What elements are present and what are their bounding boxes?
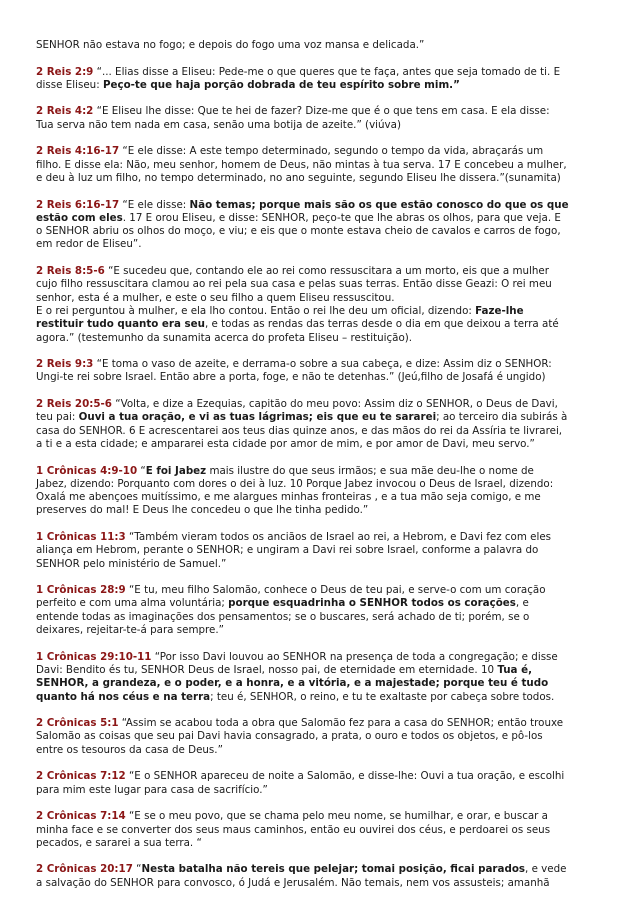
text-line <box>36 66 616 79</box>
verse-reference: 2 Reis 8:5-6 <box>36 265 105 278</box>
body-text: o SENHOR abriu os olhos do moço, e viu; e eis que o monte estava cheio de cavalos e carros de fogo, <box>36 225 561 238</box>
body-text: “E ele disse: <box>119 198 190 211</box>
text-line <box>36 411 616 424</box>
body-text: deixares, rejeitar-te-á para sempre.” <box>36 624 224 637</box>
body-text: “E se o meu povo, que se chama pelo meu nome, se humilhar, e orar, e buscar a <box>125 810 548 823</box>
text-line <box>36 358 616 371</box>
text-line <box>36 225 616 238</box>
text-line <box>36 691 616 704</box>
body-text: Jabez, dizendo: Porquanto com dores o dei à luz. 10 Porque Jabez invocou o Deus de Israel, dizendo: <box>36 477 554 490</box>
body-text: “Por isso Davi louvou ao SENHOR na presença de toda a congregação; e disse <box>151 650 558 663</box>
text-line <box>36 79 616 92</box>
body-text: , e <box>515 597 529 610</box>
body-text: teu pai: <box>36 411 79 424</box>
verse-paragraph <box>36 863 616 890</box>
verse-reference: 2 Reis 2:9 <box>36 65 94 78</box>
body-text: “ <box>132 863 142 876</box>
text-line <box>36 544 616 557</box>
text-line <box>36 119 616 132</box>
verse-paragraph <box>36 770 616 797</box>
text-line <box>36 744 616 757</box>
verse-paragraph <box>36 105 616 132</box>
body-text: aliança em Hebrom, perante o SENHOR; e ungiram a Davi rei sobre Israel, conforme a palavra do <box>36 544 539 557</box>
text-line <box>36 438 616 451</box>
verse-paragraph <box>36 398 616 451</box>
body-text: SENHOR pelo ministério de Samuel.” <box>36 557 227 570</box>
body-text: ; ao terceiro dia subirás à <box>436 411 568 424</box>
text-line <box>36 332 616 345</box>
verse-paragraph <box>36 265 616 345</box>
text-line <box>36 398 616 411</box>
bold-text: Faze-lhe <box>475 304 524 317</box>
body-text: preserves do mal! E Deus lhe concedeu o que lhe tinha pedido.” <box>36 504 369 517</box>
text-line <box>36 863 616 876</box>
text-line <box>36 292 616 305</box>
body-text: “... Elias disse a Eliseu: Pede-me o que queres que te faça, antes que seja tomado de ti. E <box>93 65 561 78</box>
body-text: “E tu, meu filho Salomão, conhece o Deus de teu pai, e serve-o com um coração <box>125 584 546 597</box>
text-line <box>36 265 616 278</box>
body-text: mais ilustre do que seus irmãos; e sua mãe deu-lhe o nome de <box>206 464 534 477</box>
bold-text: porque esquadrinha o SENHOR todos os corações <box>228 597 516 610</box>
body-text: E o rei perguntou à mulher, e ela lho contou. Então o rei lhe deu um oficial, dizendo: <box>36 304 476 317</box>
verse-reference: 2 Reis 4:2 <box>36 105 94 118</box>
verse-paragraph <box>36 66 616 93</box>
verse-paragraph <box>36 651 616 704</box>
verse-paragraph <box>36 39 616 52</box>
body-text: . 17 E orou Eliseu, e disse: SENHOR, peço-te que lhe abras os olhos, para que veja. E <box>122 211 561 224</box>
body-text: em redor de Eliseu”. <box>36 238 142 251</box>
text-line <box>36 491 616 504</box>
document-page <box>36 39 616 903</box>
text-line <box>36 558 616 571</box>
text-line <box>36 730 616 743</box>
bold-text: Ouvi a tua oração, e vi as tuas lágrimas; eis que eu te sararei <box>78 411 437 424</box>
body-text: pecados, e sararei a sua terra. “ <box>36 836 202 849</box>
body-text: Tua serva não tem nada em casa, senão uma botija de azeite.” (viúva) <box>36 118 401 131</box>
body-text: “Assim se acabou toda a obra que Salomão fez para a casa do SENHOR; então trouxe <box>118 717 564 730</box>
text-line <box>36 877 616 890</box>
text-line <box>36 105 616 118</box>
body-text: a salvação do SENHOR para convosco, ó Judá e Jerusalém. Não temais, nem vos assusteis; amanhã <box>36 876 550 889</box>
body-text: entende todas as imaginações dos pensamentos; se o buscares, será achado de ti; porém, se o <box>36 610 530 623</box>
verse-reference: 2 Crônicas 7:14 <box>36 810 126 823</box>
text-line <box>36 717 616 730</box>
verse-reference: 2 Crônicas 7:12 <box>36 770 126 783</box>
verse-reference: 2 Reis 6:16-17 <box>36 198 120 211</box>
body-text: ; teu é, SENHOR, o reino, e tu te exaltaste por cabeça sobre todos. <box>210 690 555 703</box>
text-line <box>36 39 616 52</box>
body-text: e deu à luz um filho, no tempo determinado, no ano seguinte, segundo Eliseu lhe dissera.”(sunamita) <box>36 171 561 184</box>
body-text: casa do SENHOR. 6 E acrescentarei aos teus dias quinze anos, e das mãos do rei da Assíria te livrarei, <box>36 424 563 437</box>
body-text: minha face e se converter dos seus maus caminhos, então eu ouvirei dos céus, e perdoarei os seus <box>36 823 551 836</box>
body-text: agora.” (testemunho da sunamita acerca do profeta Eliseu – restituição). <box>36 331 413 344</box>
text-line <box>36 624 616 637</box>
verse-paragraph <box>36 465 616 518</box>
text-line <box>36 677 616 690</box>
body-text: “ <box>137 464 146 477</box>
body-text: disse Eliseu: <box>36 78 103 91</box>
verse-paragraph <box>36 810 616 850</box>
text-line <box>36 318 616 331</box>
text-line <box>36 478 616 491</box>
bold-text: estão com eles <box>36 211 123 224</box>
body-text: Ungi-te rei sobre Israel. Então abre a porta, foge, e não te detenhas.” (Jeú,filho de Josafá é ungido) <box>36 371 546 384</box>
text-line <box>36 597 616 610</box>
bold-text: Peço-te que haja porção dobrada de teu espírito sobre mim.” <box>102 78 460 91</box>
bold-text: restituir tudo quanto era seu <box>36 318 205 331</box>
body-text: Salomão as coisas que seu pai Davi havia consagrado, a prata, o ouro e todos os objetos, e pô-los <box>36 730 543 743</box>
verse-reference: 1 Crônicas 11:3 <box>36 530 126 543</box>
body-text: SENHOR não estava no fogo; e depois do fogo uma voz mansa e delicada.” <box>36 39 425 51</box>
text-line <box>36 172 616 185</box>
body-text: a ti e a esta cidade; e ampararei esta cidade por amor de mim, e por amor de Davi, meu servo.” <box>36 437 535 450</box>
text-line <box>36 611 616 624</box>
bold-text: Não temas; porque mais são os que estão conosco do que os que <box>189 198 569 211</box>
body-text: “Também vieram todos os anciãos de Israel ao rei, a Hebrom, e Davi fez com eles <box>125 530 552 543</box>
body-text: , e todas as rendas das terras desde o dia em que deixou a terra até <box>204 318 559 331</box>
verse-reference: 2 Crônicas 5:1 <box>36 717 119 730</box>
body-text: cujo filho ressuscitara clamou ao rei pela sua casa e pelas suas terras. Então disse Geazi: O rei meu <box>36 278 552 291</box>
verse-paragraph <box>36 717 616 757</box>
body-text: , e vede <box>525 863 567 876</box>
text-line <box>36 212 616 225</box>
text-line <box>36 531 616 544</box>
text-line <box>36 145 616 158</box>
verse-paragraph <box>36 531 616 571</box>
body-text: filho. E disse ela: Não, meu senhor, homem de Deus, não mintas à tua serva. 17 E concebeu a mulher, <box>36 158 567 171</box>
text-line <box>36 425 616 438</box>
body-text: entre os tesouros da casa de Deus.” <box>36 743 223 756</box>
text-line <box>36 824 616 837</box>
verse-reference: 1 Crônicas 28:9 <box>36 584 126 597</box>
body-text: Oxalá me abençoes muitíssimo, e me alargues minhas fronteiras , e a tua mão seja comigo, e me <box>36 491 541 504</box>
verse-paragraph <box>36 584 616 637</box>
bold-text: E foi Jabez <box>145 464 207 477</box>
text-line <box>36 651 616 664</box>
text-line <box>36 159 616 172</box>
verse-reference: 1 Crônicas 29:10-11 <box>36 650 152 663</box>
body-text: senhor, esta é a mulher, e este o seu filho a quem Eliseu ressuscitou. <box>36 291 395 304</box>
verse-reference: 2 Reis 9:3 <box>36 358 94 371</box>
text-line <box>36 371 616 384</box>
body-text: “E Eliseu lhe disse: Que te hei de fazer? Dize-me que é o que tens em casa. E ela disse: <box>93 105 550 118</box>
bold-text: Nesta batalha não tereis que pelejar; tomai posição, ficai parados <box>141 863 526 876</box>
text-line <box>36 837 616 850</box>
body-text: perfeito e com uma alma voluntária; <box>36 597 229 610</box>
text-line <box>36 199 616 212</box>
verse-paragraph <box>36 199 616 252</box>
text-line <box>36 584 616 597</box>
text-line <box>36 504 616 517</box>
body-text: “E ele disse: A este tempo determinado, segundo o tempo da vida, abraçarás um <box>119 145 544 158</box>
text-line <box>36 278 616 291</box>
text-line <box>36 238 616 251</box>
verse-reference: 2 Reis 4:16-17 <box>36 145 120 158</box>
text-line <box>36 305 616 318</box>
bold-text: quanto há nos céus e na terra <box>36 690 211 703</box>
text-line <box>36 770 616 783</box>
verse-paragraph <box>36 358 616 385</box>
verse-reference: 2 Reis 20:5-6 <box>36 398 112 411</box>
text-line <box>36 664 616 677</box>
body-text: “E sucedeu que, contando ele ao rei como ressuscitara a um morto, eis que a mulher <box>104 265 549 278</box>
verse-paragraph <box>36 145 616 185</box>
body-text: Davi: Bendito és tu, SENHOR Deus de Israel, nosso pai, de eternidade em eternidade. 10 <box>36 663 498 676</box>
body-text: “Volta, e dize a Ezequias, capitão do meu povo: Assim diz o SENHOR, o Deus de Davi, <box>111 398 558 411</box>
text-line <box>36 465 616 478</box>
body-text: para mim este lugar para casa de sacrifício.” <box>36 783 268 796</box>
text-line <box>36 784 616 797</box>
verse-reference: 1 Crônicas 4:9-10 <box>36 464 138 477</box>
verse-reference: 2 Crônicas 20:17 <box>36 863 133 876</box>
text-line <box>36 810 616 823</box>
bold-text: SENHOR, a grandeza, e o poder, e a honra, e a vitória, e a majestade; porque teu é tudo <box>36 677 549 690</box>
body-text: “E o SENHOR apareceu de noite a Salomão, e disse-lhe: Ouvi a tua oração, e escolhi <box>125 770 565 783</box>
bold-text: Tua é, <box>497 663 532 676</box>
body-text: “E toma o vaso de azeite, e derrama-o sobre a sua cabeça, e dize: Assim diz o SENHOR: <box>93 358 552 371</box>
